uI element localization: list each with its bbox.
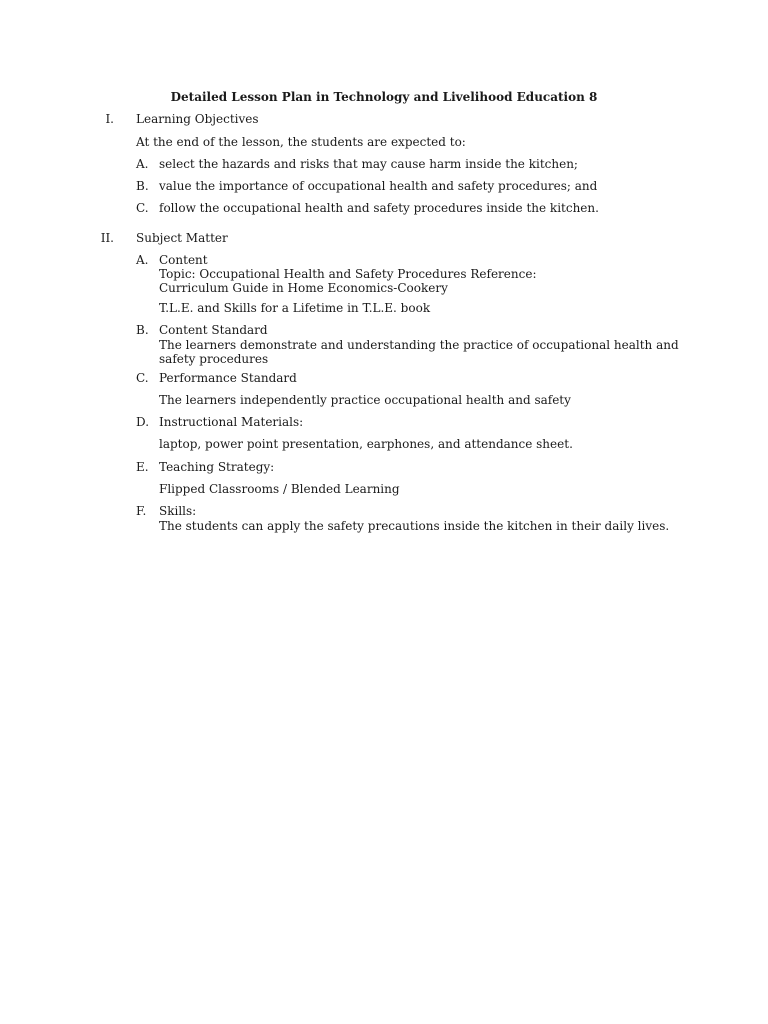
- section-2-heading: Subject Matter: [136, 231, 228, 245]
- subject-b-text: The learners demonstrate and understanding the practice of occupational health and: [159, 338, 679, 352]
- objective-b: value the importance of occupational health and safety procedures; and: [159, 179, 598, 193]
- objective-letter-b: B.: [136, 179, 149, 193]
- section-2-number: II.: [100, 231, 114, 245]
- section-1-intro: At the end of the lesson, the students are expected to:: [136, 135, 466, 149]
- subject-f-label: Skills:: [159, 504, 197, 518]
- subject-a-text: Topic: Occupational Health and Safety Procedures Reference:: [159, 267, 537, 281]
- subject-a-label: Content: [159, 253, 208, 267]
- objective-letter-c: C.: [136, 201, 149, 215]
- subject-letter-d: D.: [136, 415, 150, 429]
- subject-d-text: laptop, power point presentation, earphones, and attendance sheet.: [159, 437, 573, 451]
- subject-letter-e: E.: [136, 460, 149, 474]
- objective-a: select the hazards and risks that may cause harm inside the kitchen;: [159, 157, 578, 171]
- objective-c: follow the occupational health and safety procedures inside the kitchen.: [159, 201, 599, 215]
- section-1-number: I.: [105, 112, 114, 126]
- subject-letter-a: A.: [136, 253, 149, 267]
- subject-f-text: The students can apply the safety precautions inside the kitchen in their daily lives.: [159, 519, 670, 533]
- subject-c-text: The learners independently practice occupational health and safety: [159, 393, 571, 407]
- subject-e-label: Teaching Strategy:: [159, 460, 275, 474]
- subject-a-text-2: Curriculum Guide in Home Economics-Cookery: [159, 281, 448, 295]
- subject-letter-c: C.: [136, 371, 149, 385]
- subject-letter-f: F.: [136, 504, 147, 518]
- subject-e-text: Flipped Classrooms / Blended Learning: [159, 482, 400, 496]
- section-1-heading: Learning Objectives: [136, 112, 259, 126]
- subject-b-label: Content Standard: [159, 323, 268, 337]
- subject-c-label: Performance Standard: [159, 371, 297, 385]
- subject-b-text-2: safety procedures: [159, 352, 269, 366]
- document-title: Detailed Lesson Plan in Technology and Livelihood Education 8: [170, 90, 598, 104]
- objective-letter-a: A.: [136, 157, 149, 171]
- subject-a-text-3: T.L.E. and Skills for a Lifetime in T.L.E. book: [159, 301, 431, 315]
- subject-letter-b: B.: [136, 323, 149, 337]
- subject-d-label: Instructional Materials:: [159, 415, 304, 429]
